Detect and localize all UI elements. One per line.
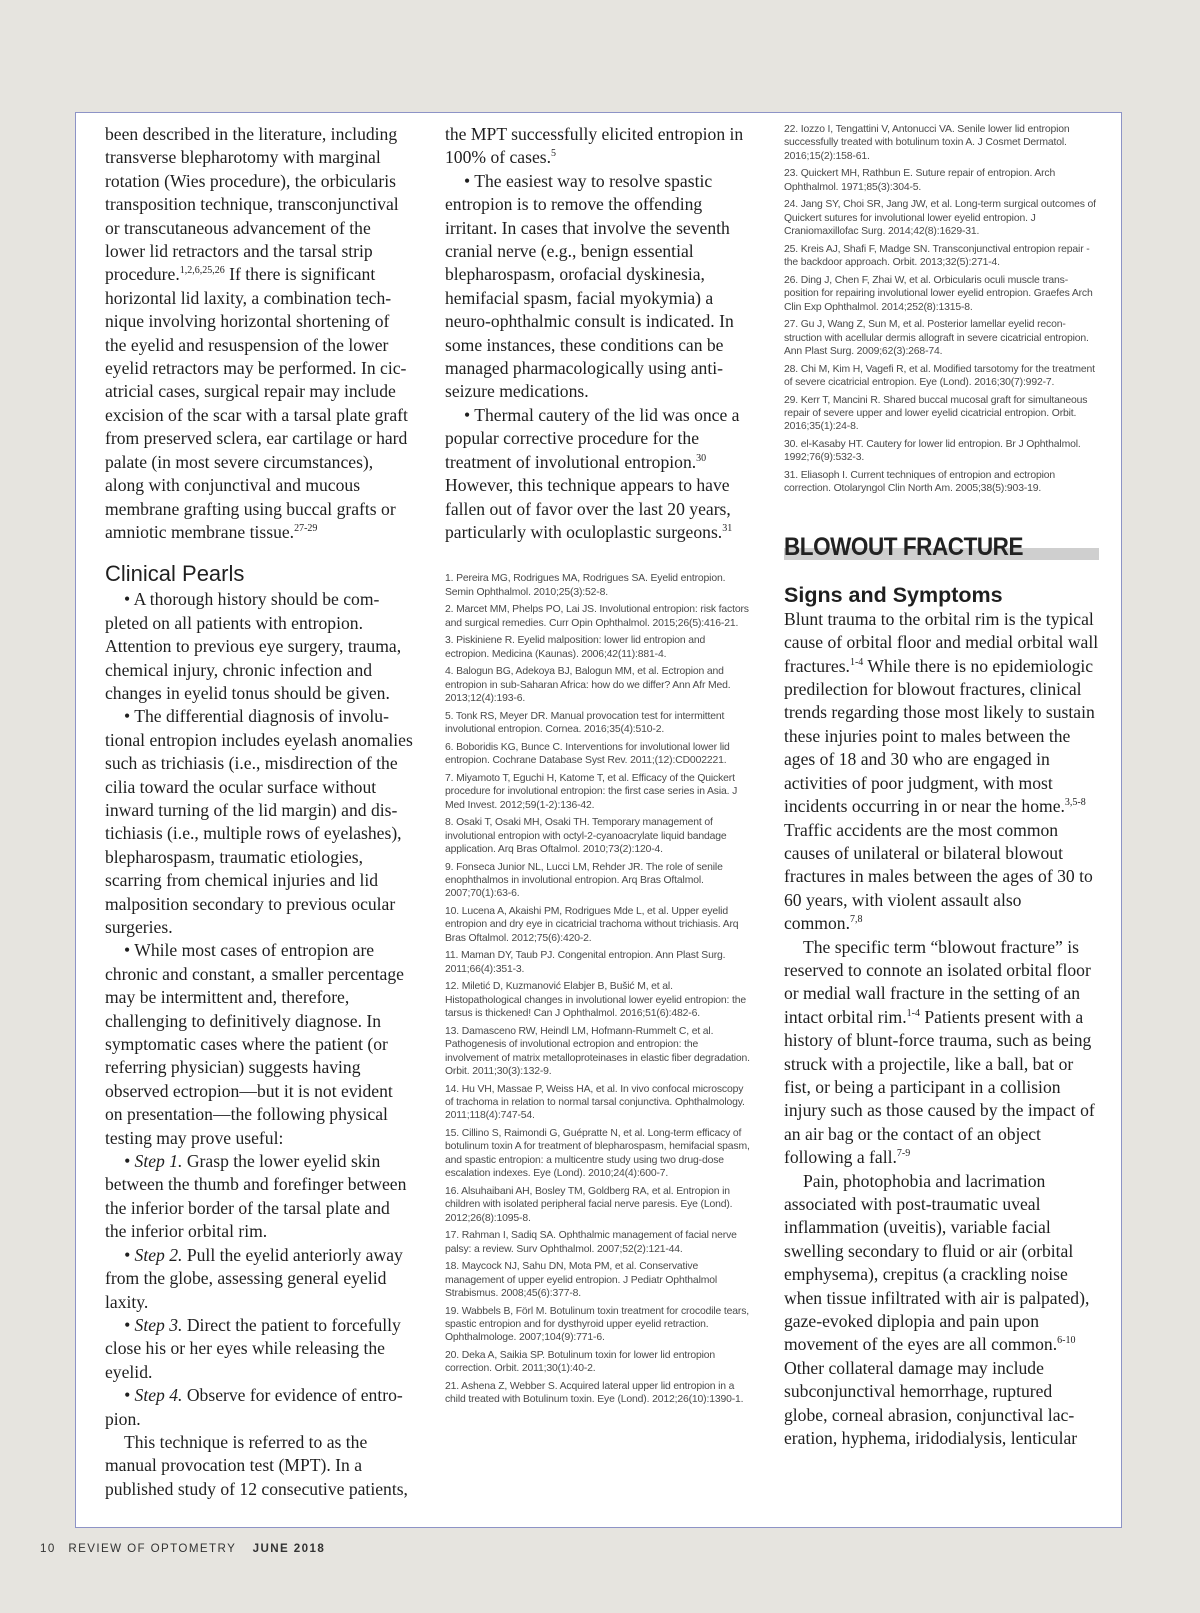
reference-item: 17. Rahman I, Sadiq SA. Ophthalmic management of facial nerve palsy: a review. Surv Ophthalmol. 2007;52(2):121-44.	[445, 1230, 737, 1255]
reference-item: 18. Maycock NJ, Sahu DN, Mota PM, et al. Conservative management of upper eyelid entropion. J Pediatr Ophthalmol Strabismus. 2008;45(6):377-8.	[445, 1261, 718, 1299]
issue-date: JUNE 2018	[252, 1542, 326, 1555]
column-2-text	[445, 123, 751, 544]
reference-item: 8. Osaki T, Osaki MH, Osaki TH. Temporary management of involutional entropion with octyl-2-cyanoacrylate liquid bandage application. Arq Bras Oftalmol. 2010;73(2):120-4.	[445, 817, 727, 855]
step-item: • Step 2. Pull the eyelid anteriorly away from the globe, assessing general eyelid laxity.	[105, 1244, 403, 1312]
reference-item: 31. Eliasoph I. Current techniques of entropion and ectropion correction. Otolaryngol Clin North Am. 2005;38(5):903-19.	[784, 470, 1056, 495]
signs-symptoms-heading: Signs and Symptoms	[784, 582, 1003, 607]
reference-item: 10. Lucena A, Akaishi PM, Rodrigues Mde L, et al. Upper eyelid entropion and dry eye in cicatricial trachoma without trichiasis. Arq Bras Oftalmol. 2012;75(6):420-2.	[445, 905, 739, 944]
reference-item: 22. Iozzo I, Tengattini V, Antonucci VA. Senile lower lid entropion successfully treated with botulinum toxin A. J Cosmet Dermatol. 2016;15(2):158-61.	[784, 124, 1070, 162]
section-header	[784, 532, 1099, 560]
pearl-item: • While most cases of entropion are chronic and constant, a smaller percentage may be intermittent and, therefore, challenging to definitively diagnose. In symptomatic cases where the patient (or referring physician) suggests having observed ectropion—but it is not evident on presentation—the following physical testing may prove useful:	[105, 940, 404, 1148]
reference-item: 24. Jang SY, Choi SR, Jang JW, et al. Long-term surgical outcomes of Quickert sutures for involutional lower eyelid entropion. J Craniomaxillofac Surg. 2014;42(8):1629-31.	[784, 199, 1096, 238]
references-list	[445, 572, 751, 1407]
reference-item: 15. Cillino S, Raimondi G, Guépratte N, et al. Long-term efficacy of botulinum toxin A for treatment of blepharospasm, hemifacial spasm, and spastic entropion: a multicentre study using two drug-dose escalation indexes. Eye (Lond). 2010;24(4):600-7.	[445, 1127, 750, 1180]
column-2	[445, 123, 751, 1411]
reference-item: 28. Chi M, Kim H, Vagefi R, et al. Modified tarsotomy for the treatment of severe cicatricial entropion. Eye (Lond). 2016;30(7):992-7.	[784, 363, 1095, 389]
column-1	[105, 123, 413, 1501]
paragraph: Pain, photophobia and lacrimation associated with post-traumatic uveal inflammation (uveitis), variable facial swelling secondary to fluid or air (orbital emphysema), crepitus (a crackling noise when tissue infiltrated with air is palpated), gaze-evoked diplopia and pain upon movement of the eyes are all common.$^{6-10}$ Other collateral damage may include subconjunctival hemorrhage, ruptured globe, corneal abrasion, conjunctival laceration, hyphema, iridodialysis, lenticular	[784, 1170, 1090, 1449]
paragraph: Blunt trauma to the orbital rim is the typical cause of orbital floor and medial orbital wall fractures.$^{1-4}$ While there is no epidemiologic predilection for blowout fractures, clinical trends regarding those most likely to sustain these injuries point to males between the ages of 18 and 30 who are engaged in activities of poor judgment, with most incidents occurring in or near the home.$^{3,5-8}$ Traffic accidents are the most common causes of unilateral or bilateral blowout fractures in males between the ages of 30 to 60 years, with violent assault also common.$^{7,8}$	[784, 608, 1099, 934]
step-item: • Step 4. Observe for evidence of entropion.	[105, 1385, 403, 1429]
reference-item: 14. Hu VH, Massae P, Weiss HA, et al. In vivo confocal microscopy of trachoma in relation to normal tarsal conjunctiva. Ophthalmology. 2011;118(4):747-54.	[445, 1083, 745, 1122]
reference-item: 21. Ashena Z, Webber S. Acquired lateral upper lid entropion in a child treated with Botulinum toxin. Eye (Lond). 2012;26(10):1390-1.	[445, 1381, 744, 1406]
paragraph: This technique is referred to as the manual provocation test (MPT). In a published study of 12 consecutive patients,	[105, 1431, 408, 1499]
paragraph: the MPT successfully elicited entropion in 100% of cases.$^5$	[445, 124, 744, 168]
reference-item: 16. Alsuhaibani AH, Bosley TM, Goldberg RA, et al. Entropion in children with isolated peripheral facial nerve paresis. Eye (Lond). 2012;26(8):1095-8.	[445, 1185, 733, 1224]
reference-item: 27. Gu J, Wang Z, Sun M, et al. Posterior lamellar eyelid reconstruction with acellular dermis allograft in severe cicatricial entropion. Ann Plast Surg. 2009;62(3):268-74.	[784, 319, 1089, 358]
reference-item: 25. Kreis AJ, Shafi F, Madge SN. Transconjunctival entropion repair - the backdoor approach. Orbit. 2013;32(5):271-4.	[784, 243, 1090, 269]
step-item: • Step 3. Direct the patient to forcefully close his or her eyes while releasing the eyelid.	[105, 1314, 401, 1382]
page-number: 10	[40, 1542, 56, 1555]
pearl-item: • A thorough history should be completed on all patients with entropion. Attention to previous eye surgery, trauma, chemical injury, chronic infection and changes in eyelid tonus should be given.	[105, 589, 402, 703]
pearl-item: • The differential diagnosis of involutional entropion includes eyelash anomalies such as trichiasis (i.e., misdirection of the cilia toward the ocular surface without inward turning of the lid margin) and distichiasis (i.e., multiple rows of eyelashes), blepharospasm, traumatic etiologies, scarring from chemical injuries and lid malposition secondary to previous ocular surgeries.	[105, 706, 413, 937]
reference-item: 26. Ding J, Chen F, Zhai W, et al. Orbicularis oculi muscle transposition for repairing involutional lower eyelid entropion. Graefes Arch Clin Exp Ophthalmol. 2014;252(8):1315-8.	[784, 274, 1093, 313]
column-3-text	[784, 608, 1099, 1451]
reference-item: 11. Maman DY, Taub PJ. Congenital entropion. Ann Plast Surg. 2011;66(4):351-3.	[445, 950, 726, 975]
reference-item: 1. Pereira MG, Rodrigues MA, Rodrigues SA. Eyelid entropion. Semin Ophthalmol. 2010;25(3):52-8.	[445, 573, 726, 598]
reference-item: 9. Fonseca Junior NL, Lucci LM, Rehder JR. The role of senile enophthalmos in involutional entropion. Arq Bras Oftalmol. 2007;70(1):63-6.	[445, 861, 723, 900]
pearl-item: • Thermal cautery of the lid was once a popular corrective procedure for the treatment of involutional entropion.$^{30}$ However, this technique appears to have fallen out of favor over the last 20 years, particularly with oculoplastic surgeons.$^{31}$	[445, 404, 740, 542]
page-footer	[40, 1542, 325, 1555]
reference-item: 12. Miletić D, Kuzmanović Elabjer B, Bušić M, et al. Histopathological changes in involutional lower eyelid entropion: the tarsus is thickened! Can J Ophthalmol. 2016;51(6):482-6.	[445, 981, 746, 1020]
reference-item: 7. Miyamoto T, Eguchi H, Katome T, et al. Efficacy of the Quickert procedure for involutional entropion: the first case series in Asia. J Med Invest. 2012;59(1-2):136-42.	[445, 772, 738, 811]
reference-item: 4. Balogun BG, Adekoya BJ, Balogun MM, et al. Ectropion and entropion in sub-Saharan Africa: how do we differ? Ann Afr Med. 2013;12(4):193-6.	[445, 666, 731, 705]
step-item: • Step 1. Grasp the lower eyelid skin between the thumb and forefinger between the inferior border of the tarsal plate and the inferior orbital rim.	[105, 1151, 407, 1242]
pearl-item: • The easiest way to resolve spastic entropion is to remove the offending irritant. In cases that involve the seventh cranial nerve (e.g., benign essential blepharospasm, orofacial dyskinesia, hemifacial spasm, facial myokymia) a neuro-ophthalmic consult is indicated. In some instances, these conditions can be managed pharmacologically using antiseizure medications.	[445, 170, 734, 402]
references-list	[784, 123, 1099, 496]
publication-name: REVIEW OF OPTOMETRY	[68, 1542, 237, 1555]
paragraph: The specific term “blowout fracture” is reserved to connote an isolated orbital floor or medial wall fracture in the setting of an intact orbital rim.$^{1-4}$ Patients present with a history of blunt-force trauma, such as being struck with a projectile, like a ball, bat or fist, or being a participant in a collision injury such as those caused by the impact of an air bag or the contact of an object following a fall.$^{7-9}$	[784, 936, 1095, 1168]
reference-item: 23. Quickert MH, Rathbun E. Suture repair of entropion. Arch Ophthalmol. 1971;85(3):304-5.	[784, 168, 1056, 193]
reference-item: 30. el-Kasaby HT. Cautery for lower lid entropion. Br J Ophthalmol. 1992;76(9):532-3.	[784, 439, 1081, 464]
reference-item: 13. Damasceno RW, Heindl LM, Hofmann-Rummelt C, et al. Pathogenesis of involutional ectropion and entropion: the involvement of matrix metalloproteinases in elastic fiber degradation. Orbit. 2011;30(3):132-9.	[445, 1025, 750, 1077]
reference-item: 6. Boboridis KG, Bunce C. Interventions for involutional lower lid entropion. Cochrane Database Syst Rev. 2011;(12):CD002221.	[445, 741, 730, 767]
reference-item: 29. Kerr T, Mancini R. Shared buccal mucosal graft for simultaneous repair of severe upper and lower eyelid cicatricial entropion. Orbit. 2016;35(1):24-8.	[784, 394, 1088, 433]
clinical-pearls-heading: Clinical Pearls	[105, 561, 245, 587]
page-frame	[75, 112, 1122, 1528]
reference-item: 5. Tonk RS, Meyer DR. Manual provocation test for intermittent involutional entropion. Cornea. 2016;35(4):510-2.	[445, 710, 725, 736]
column-3	[784, 123, 1099, 1450]
paragraph: been described in the literature, including transverse blepharotomy with marginal rotation (Wies procedure), the orbicularis transposition technique, transconjunctival or transcutaneous advancement of the lower lid retractors and the tarsal strip procedure.$^{1,2,6,25,26}$ If there is significant horizontal lid laxity, a combination technique involving horizontal shortening of the eyelid and resuspension of the lower eyelid retractors may be performed. In cicatricial cases, surgical repair may include excision of the scar with a tarsal plate graft from preserved sclera, ear cartilage or hard palate (in most severe circumstances), along with conjunctival and mucous membrane grafting using buccal grafts or amniotic membrane tissue.$^{27-29}$	[105, 124, 408, 542]
reference-item: 3. Piskiniene R. Eyelid malposition: lower lid entropion and ectropion. Medicina (Kaunas). 2006;42(11):881-4.	[445, 635, 706, 660]
section-title: BLOWOUT FRACTURE	[784, 532, 1024, 561]
reference-item: 19. Wabbels B, Förl M. Botulinum toxin treatment for crocodile tears, spastic entropion and for dysthyroid upper eyelid retraction. Ophthalmologe. 2007;104(9):771-6.	[445, 1305, 749, 1344]
reference-item: 2. Marcet MM, Phelps PO, Lai JS. Involutional entropion: risk factors and surgical remedies. Curr Opin Ophthalmol. 2015;26(5):416-21.	[445, 604, 749, 629]
reference-item: 20. Deka A, Saikia SP. Botulinum toxin for lower lid entropion correction. Orbit. 2011;30(1):40-2.	[445, 1350, 716, 1375]
